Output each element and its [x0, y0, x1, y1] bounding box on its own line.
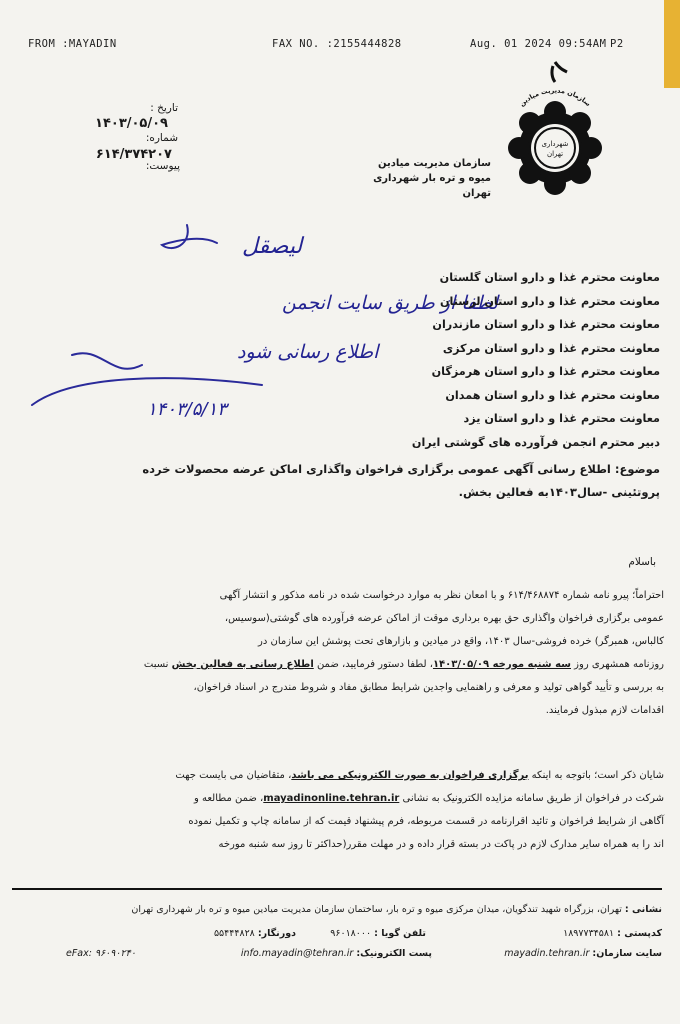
body-paragraph-1	[16, 584, 664, 722]
body-line-with-highlights: روزنامه همشهری روز سه شنبه مورخه ۱۴۰۳/۰۵/۰۹، لطفا دستور فرمایید، ضمن اطلاع رسانی به فعالین بخش نسبت	[143, 659, 664, 670]
body-line: عمومی برگزاری فراخوان واگذاری حق بهره برداری موقت از اماکن عرضه فرآورده های گوشتی(سوسیس،	[224, 613, 664, 624]
recipient-list	[200, 266, 660, 454]
handwriting-line3: اطلاع رسانی شود	[237, 341, 379, 363]
svg-text:سازمان مدیریت میادین: سازمان مدیریت میادین	[517, 86, 593, 108]
footer-email: پست الکترونیک: info.mayadin@tehran.ir	[240, 948, 432, 959]
recipient-item: معاونت محترم غذا و دارو استان مازندران	[432, 318, 660, 331]
footer-address: نشانی : تهران، بزرگراه شهید تندگویان، میدان مرکزی میوه و تره بار، ساختمان سازمان مدیریت میادین میوه و تره بار شهرداری تهران	[131, 904, 662, 915]
publish-date-highlight: سه شنبه مورخه ۱۴۰۳/۰۵/۰۹	[432, 659, 571, 670]
body-line: احتراماً؛ پیرو نامه شماره ۶۱۴/۴۶۸۸۷۴ و با امعان نظر به موارد درخواست شده در نامه مذکور و انتشار آگهی	[219, 590, 664, 601]
organization-logo	[497, 60, 613, 206]
org-title-line2: میوه و تره بار شهرداری تهران	[373, 173, 491, 199]
email-link[interactable]: info.mayadin@tehran.ir	[240, 948, 354, 959]
svg-text:تهران: تهران	[546, 150, 564, 158]
recipient-item: معاونت محترم غذا و دارو استان یزد	[463, 412, 660, 425]
footer-efax: eFax: ۹۶۰۹۰۲۴۰	[66, 948, 136, 959]
body-line: اقدامات لازم مبذول فرمایند.	[545, 705, 664, 716]
number-label: شماره:	[145, 132, 178, 144]
page-edge-strip	[664, 0, 680, 88]
svg-text:شهرداری: شهرداری	[541, 140, 569, 148]
recipient-item: معاونت محترم غذا و دارو استان همدان	[445, 388, 660, 402]
footer-postal: کدپستی : ۱۸۹۷۷۳۴۵۸۱	[563, 928, 662, 939]
number-value: ۶۱۴/۳۷۴۲۰۷	[95, 147, 172, 162]
electronic-highlight: برگزاری فراخوان به صورت الکترونیکی می باشد	[291, 770, 529, 781]
subject	[18, 458, 660, 504]
fax-number: FAX NO. :2155444828	[272, 38, 402, 50]
organization-title	[356, 156, 491, 201]
org-title-line1: سازمان مدیریت میادین	[378, 158, 491, 169]
footer-fax: دورنگار: ۵۵۴۴۴۸۲۸	[213, 928, 296, 939]
date-value: ۱۴۰۳/۰۵/۰۹	[95, 116, 168, 131]
body-line: کالباس، همبرگر) خرده فروشی-سال ۱۴۰۳، واقع در میادین و بازارهای تحت پوشش این سازمان در	[258, 636, 664, 647]
fax-from: FROM :MAYADIN	[28, 38, 117, 50]
recipient-item: معاونت محترم غذا و دارو استان گلستان	[439, 271, 660, 284]
recipient-item: معاونت محترم غذا و دارو استان لرستان	[439, 294, 660, 308]
body-line: اند را به همراه سایر مدارک لازم در پاکت در بسته قرار داده و در مهلت مقرر(حداکثر تا روز سه شنبه مورخه	[218, 839, 664, 850]
date-label: تاریخ :	[150, 102, 178, 114]
subject-line2: پروتئینی -سال۱۴۰۳به فعالین بخش.	[458, 485, 660, 499]
fax-datetime: Aug. 01 2024 09:54AM	[470, 38, 607, 50]
handwriting-line2: لطفا از طریق سایت انجمن	[282, 292, 499, 314]
body-line: به بررسی و تأیید گواهی تولید و معرفی و راهنمایی واجدین شرایط مطابق مفاد و شروط مندرج در اسناد فراخوان،	[193, 682, 664, 693]
footer-divider	[12, 888, 662, 890]
greeting: باسلام	[628, 556, 656, 568]
fax-page: P2	[610, 38, 624, 50]
attachment-label: پیوست:	[145, 160, 180, 172]
auction-site-link[interactable]: mayadinonline.tehran.ir	[263, 793, 400, 804]
site-link[interactable]: mayadin.tehran.ir	[504, 948, 590, 959]
footer-site: سایت سازمان: mayadin.tehran.ir	[504, 948, 662, 959]
handwriting-date: ۱۴۰۳/۵/۱۳	[147, 399, 227, 420]
recipient-item: معاونت محترم غذا و دارو استان مرکزی	[442, 341, 660, 355]
body-line-with-highlight: شایان ذکر است؛ باتوجه به اینکه برگزاری فراخوان به صورت الکترونیکی می باشد، متقاضیان می بایست جهت	[175, 770, 664, 781]
recipient-item: دبیر محترم انجمن فرآورده های گوشتی ایران	[411, 435, 660, 449]
body-paragraph-2	[16, 764, 664, 856]
subject-line1: موضوع: اطلاع رسانی آگهی عمومی برگزاری فراخوان واگذاری اماکن عرضه محصولات خرده	[142, 462, 660, 476]
handwriting-line1: لیصقل	[242, 234, 303, 259]
footer-phone: تلفن گویا : ۹۶۰۱۸۰۰۰	[330, 928, 426, 939]
body-line-with-url: شرکت در فراخوان از طریق سامانه مزایده الکترونیک به نشانی mayadinonline.tehran.ir، ضمن مطالعه و	[193, 793, 664, 804]
body-line: آگاهی از شرایط فراخوان و تائید اقرارنامه در قسمت مربوطه، فرم پیشنهاد قیمت که از سامانه چاپ و تکمیل نموده	[188, 816, 664, 827]
notify-highlight: اطلاع رسانی به فعالین بخش	[171, 659, 314, 670]
recipient-item: معاونت محترم غذا و دارو استان هرمزگان	[431, 365, 660, 378]
